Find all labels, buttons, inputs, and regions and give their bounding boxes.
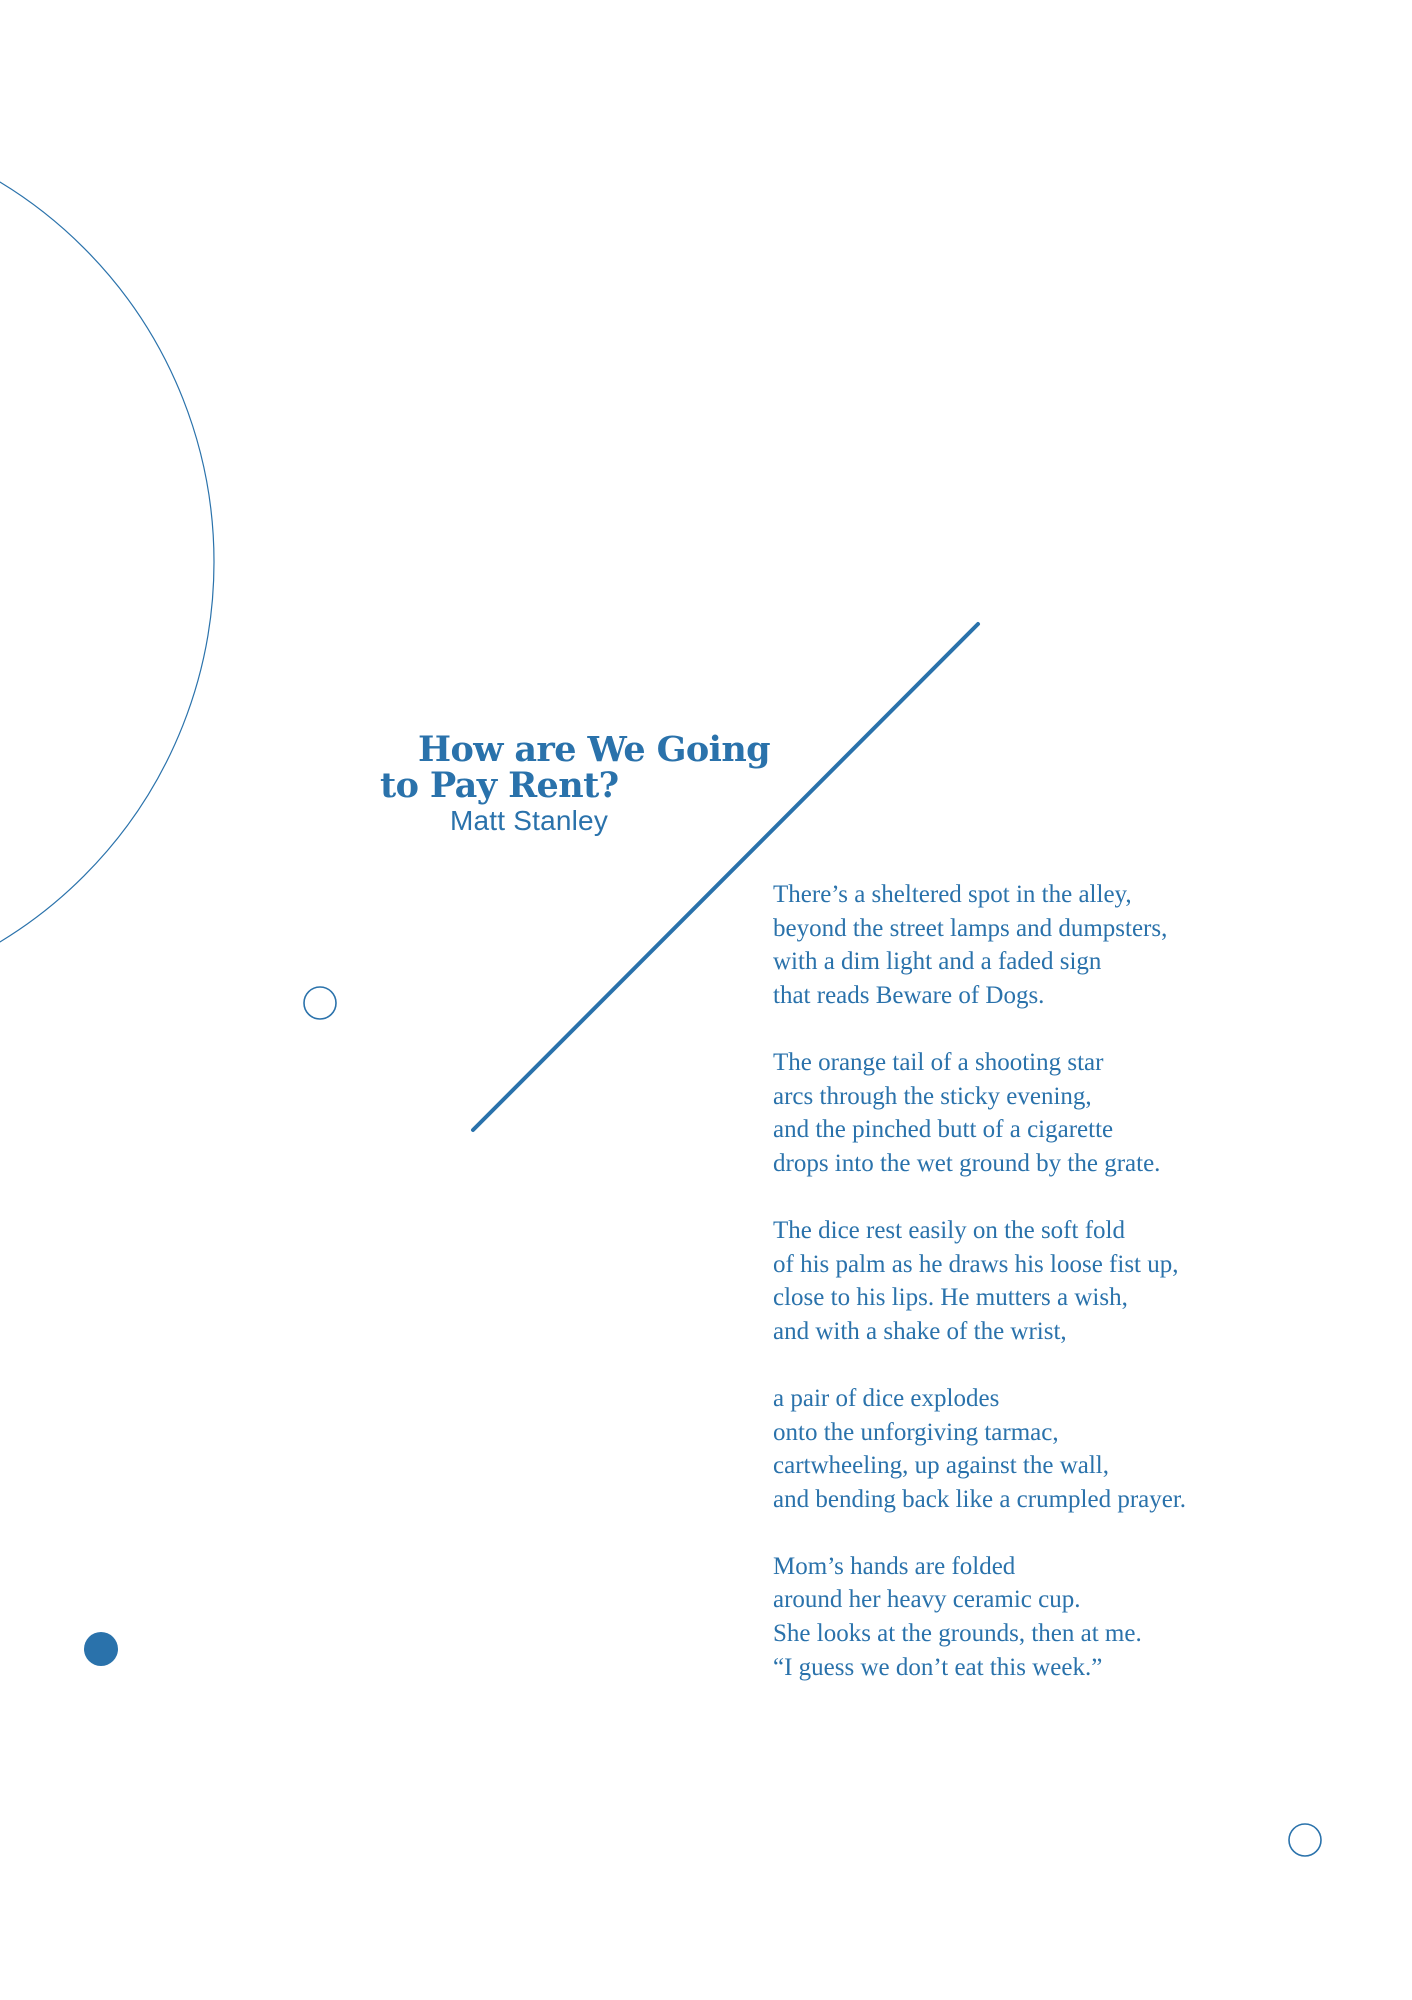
poem-line: cartwheeling, up against the wall, (773, 1452, 1109, 1480)
poem-line: beyond the street lamps and dumpsters, (773, 914, 1168, 942)
poem-line: “I guess we don’t eat this week.” (773, 1653, 1103, 1681)
poem-line: that reads Beware of Dogs. (773, 981, 1045, 1009)
large-arc-circle (0, 118, 214, 1006)
poem-line: The dice rest easily on the soft fold (773, 1216, 1125, 1244)
poem-line: and with a shake of the wrist, (773, 1317, 1067, 1345)
poem-line: She looks at the grounds, then at me. (773, 1620, 1142, 1648)
poem-line: arcs through the sticky evening, (773, 1082, 1092, 1110)
small-hollow-circle-left (304, 987, 336, 1019)
small-hollow-circle-bottom-right (1289, 1824, 1321, 1856)
poem-line: of his palm as he draws his loose fist up, (773, 1250, 1179, 1278)
stanza-4 (773, 1382, 1293, 1516)
poem-line: and the pinched butt of a cigarette (773, 1116, 1114, 1144)
stanza-5 (773, 1550, 1293, 1684)
poem-line: close to his lips. He mutters a wish, (773, 1284, 1128, 1312)
poem-title-line-1: How are We Going (418, 729, 771, 770)
poem-title-line-2: to Pay Rent? (380, 765, 619, 806)
filled-dot (84, 1632, 118, 1666)
poem-line: onto the unforgiving tarmac, (773, 1418, 1059, 1446)
poem-line: and bending back like a crumpled prayer. (773, 1485, 1187, 1513)
stanza-3 (773, 1214, 1293, 1348)
title-block (380, 729, 800, 838)
stanza-2 (773, 1046, 1293, 1180)
poem-line: drops into the wet ground by the grate. (773, 1149, 1161, 1177)
poem-line: The orange tail of a shooting star (773, 1048, 1104, 1076)
poem-line: a pair of dice explodes (773, 1384, 1000, 1412)
stanza-1 (773, 878, 1293, 1012)
poem-line: Mom’s hands are folded (773, 1552, 1016, 1580)
author-name: Matt Stanley (450, 805, 609, 836)
poem-line: There’s a sheltered spot in the alley, (773, 881, 1132, 908)
poem-body (773, 878, 1293, 1718)
poem-line: around her heavy ceramic cup. (773, 1586, 1081, 1614)
poem-line: with a dim light and a faded sign (773, 948, 1102, 976)
